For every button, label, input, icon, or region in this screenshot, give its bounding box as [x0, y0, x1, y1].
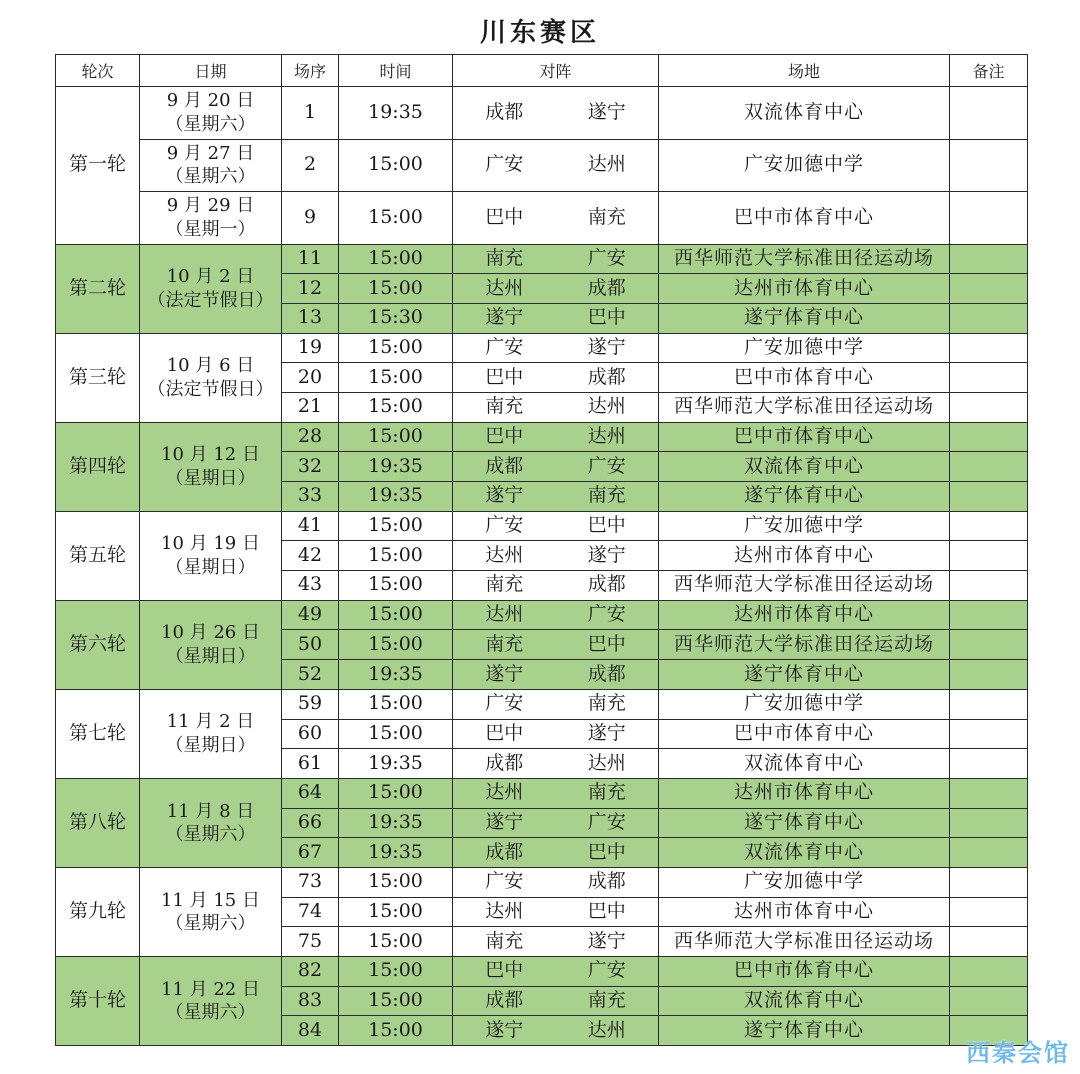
- seq-cell: 75: [282, 927, 339, 957]
- away-team-cell: 广安: [556, 808, 659, 838]
- venue-cell: 双流体育中心: [659, 87, 950, 140]
- weekday-text: （法定节假日）: [147, 289, 274, 311]
- date-text: 10 月 6 日: [166, 355, 255, 377]
- home-team-cell: 南充: [453, 244, 556, 274]
- table-row: [56, 244, 1028, 274]
- note-cell: [950, 303, 1028, 333]
- table-row: [56, 139, 1028, 192]
- note-cell: [950, 482, 1028, 512]
- home-team-cell: 达州: [453, 541, 556, 571]
- note-cell: [950, 363, 1028, 393]
- home-team-cell: 巴中: [453, 363, 556, 393]
- venue-cell: 达州市体育中心: [659, 897, 950, 927]
- round-cell: 第一轮: [56, 87, 140, 245]
- seq-cell: 83: [282, 986, 339, 1016]
- seq-cell: 1: [282, 87, 339, 140]
- time-cell: 15:00: [339, 333, 453, 363]
- schedule-table: [55, 54, 1028, 1046]
- seq-cell: 49: [282, 600, 339, 630]
- home-team-cell: 成都: [453, 749, 556, 779]
- home-team-cell: 广安: [453, 511, 556, 541]
- seq-cell: 33: [282, 482, 339, 512]
- venue-cell: 遂宁体育中心: [659, 303, 950, 333]
- time-cell: 15:00: [339, 541, 453, 571]
- venue-cell: 西华师范大学标准田径运动场: [659, 392, 950, 422]
- date-cell: [140, 957, 282, 1046]
- away-team-cell: 达州: [556, 392, 659, 422]
- header-seq: 场序: [282, 55, 339, 87]
- date-text: 11 月 2 日: [166, 711, 255, 733]
- time-cell: 15:00: [339, 719, 453, 749]
- note-cell: [950, 600, 1028, 630]
- seq-cell: 84: [282, 1016, 339, 1046]
- home-team-cell: 南充: [453, 571, 556, 601]
- note-cell: [950, 333, 1028, 363]
- round-cell: 第三轮: [56, 333, 140, 422]
- away-team-cell: 巴中: [556, 838, 659, 868]
- note-cell: [950, 808, 1028, 838]
- away-team-cell: 广安: [556, 244, 659, 274]
- time-cell: 19:35: [339, 749, 453, 779]
- round-cell: 第七轮: [56, 689, 140, 778]
- home-team-cell: 遂宁: [453, 808, 556, 838]
- time-cell: 15:00: [339, 1016, 453, 1046]
- away-team-cell: 成都: [556, 274, 659, 304]
- home-team-cell: 成都: [453, 838, 556, 868]
- venue-cell: 巴中市体育中心: [659, 719, 950, 749]
- header-note: 备注: [950, 55, 1028, 87]
- away-team-cell: 遂宁: [556, 541, 659, 571]
- table-row: [56, 689, 1028, 719]
- home-team-cell: 达州: [453, 274, 556, 304]
- header-date: 日期: [140, 55, 282, 87]
- time-cell: 19:35: [339, 660, 453, 690]
- note-cell: [950, 689, 1028, 719]
- away-team-cell: 成都: [556, 571, 659, 601]
- weekday-text: （星期六）: [165, 912, 256, 934]
- home-team-cell: 广安: [453, 139, 556, 192]
- venue-cell: 广安加德中学: [659, 139, 950, 192]
- table-row: [56, 957, 1028, 987]
- time-cell: 15:00: [339, 689, 453, 719]
- seq-cell: 41: [282, 511, 339, 541]
- date-cell: [140, 244, 282, 333]
- note-cell: [950, 244, 1028, 274]
- date-text: 11 月 22 日: [161, 978, 260, 1000]
- table-row: [56, 511, 1028, 541]
- away-team-cell: 成都: [556, 363, 659, 393]
- table-row: [56, 778, 1028, 808]
- note-cell: [950, 139, 1028, 192]
- venue-cell: 西华师范大学标准田径运动场: [659, 630, 950, 660]
- away-team-cell: 遂宁: [556, 333, 659, 363]
- header-row: [56, 55, 1028, 87]
- away-team-cell: 南充: [556, 482, 659, 512]
- away-team-cell: 南充: [556, 689, 659, 719]
- venue-cell: 双流体育中心: [659, 986, 950, 1016]
- time-cell: 15:00: [339, 897, 453, 927]
- date-cell: [140, 139, 282, 192]
- header-round: 轮次: [56, 55, 140, 87]
- away-team-cell: 广安: [556, 600, 659, 630]
- venue-cell: 达州市体育中心: [659, 778, 950, 808]
- seq-cell: 9: [282, 192, 339, 245]
- venue-cell: 双流体育中心: [659, 452, 950, 482]
- note-cell: [950, 838, 1028, 868]
- seq-cell: 11: [282, 244, 339, 274]
- home-team-cell: 广安: [453, 867, 556, 897]
- note-cell: [950, 511, 1028, 541]
- seq-cell: 52: [282, 660, 339, 690]
- date-text: 9 月 20 日: [166, 90, 255, 112]
- time-cell: 19:35: [339, 838, 453, 868]
- header-time: 时间: [339, 55, 453, 87]
- time-cell: 15:00: [339, 986, 453, 1016]
- seq-cell: 61: [282, 749, 339, 779]
- note-cell: [950, 571, 1028, 601]
- note-cell: [950, 897, 1028, 927]
- date-cell: [140, 422, 282, 511]
- date-cell: [140, 689, 282, 778]
- watermark-logo: 西秦会馆: [966, 1039, 1070, 1067]
- date-cell: [140, 778, 282, 867]
- table-row: [56, 333, 1028, 363]
- home-team-cell: 成都: [453, 87, 556, 140]
- away-team-cell: 遂宁: [556, 719, 659, 749]
- time-cell: 15:00: [339, 422, 453, 452]
- seq-cell: 13: [282, 303, 339, 333]
- round-cell: 第四轮: [56, 422, 140, 511]
- venue-cell: 巴中市体育中心: [659, 422, 950, 452]
- home-team-cell: 巴中: [453, 957, 556, 987]
- away-team-cell: 巴中: [556, 897, 659, 927]
- round-cell: 第六轮: [56, 600, 140, 689]
- home-team-cell: 广安: [453, 333, 556, 363]
- home-team-cell: 达州: [453, 778, 556, 808]
- away-team-cell: 达州: [556, 139, 659, 192]
- seq-cell: 74: [282, 897, 339, 927]
- venue-cell: 双流体育中心: [659, 838, 950, 868]
- seq-cell: 59: [282, 689, 339, 719]
- away-team-cell: 遂宁: [556, 87, 659, 140]
- date-text: 10 月 12 日: [161, 444, 260, 466]
- round-cell: 第十轮: [56, 957, 140, 1046]
- time-cell: 15:00: [339, 927, 453, 957]
- weekday-text: （星期六）: [165, 113, 256, 135]
- note-cell: [950, 957, 1028, 987]
- away-team-cell: 成都: [556, 867, 659, 897]
- weekday-text: （星期日）: [165, 734, 256, 756]
- weekday-text: （星期日）: [165, 467, 256, 489]
- venue-cell: 达州市体育中心: [659, 274, 950, 304]
- schedule-body: [56, 87, 1028, 1046]
- away-team-cell: 广安: [556, 452, 659, 482]
- venue-cell: 巴中市体育中心: [659, 192, 950, 245]
- header-match: 对阵: [453, 55, 659, 87]
- seq-cell: 20: [282, 363, 339, 393]
- note-cell: [950, 422, 1028, 452]
- time-cell: 15:00: [339, 192, 453, 245]
- venue-cell: 广安加德中学: [659, 689, 950, 719]
- table-row: [56, 192, 1028, 245]
- time-cell: 15:00: [339, 511, 453, 541]
- venue-cell: 广安加德中学: [659, 333, 950, 363]
- seq-cell: 32: [282, 452, 339, 482]
- weekday-text: （星期六）: [165, 823, 256, 845]
- home-team-cell: 南充: [453, 927, 556, 957]
- home-team-cell: 成都: [453, 986, 556, 1016]
- away-team-cell: 达州: [556, 1016, 659, 1046]
- seq-cell: 2: [282, 139, 339, 192]
- time-cell: 19:35: [339, 482, 453, 512]
- seq-cell: 64: [282, 778, 339, 808]
- header-venue: 场地: [659, 55, 950, 87]
- venue-cell: 遂宁体育中心: [659, 808, 950, 838]
- time-cell: 15:00: [339, 778, 453, 808]
- round-cell: 第九轮: [56, 867, 140, 956]
- time-cell: 19:35: [339, 808, 453, 838]
- note-cell: [950, 927, 1028, 957]
- date-text: 9 月 27 日: [166, 142, 255, 164]
- venue-cell: 巴中市体育中心: [659, 363, 950, 393]
- note-cell: [950, 867, 1028, 897]
- away-team-cell: 巴中: [556, 303, 659, 333]
- table-row: [56, 600, 1028, 630]
- round-cell: 第五轮: [56, 511, 140, 600]
- time-cell: 15:00: [339, 957, 453, 987]
- seq-cell: 43: [282, 571, 339, 601]
- table-row: [56, 422, 1028, 452]
- seq-cell: 42: [282, 541, 339, 571]
- venue-cell: 广安加德中学: [659, 511, 950, 541]
- table-row: [56, 867, 1028, 897]
- note-cell: [950, 749, 1028, 779]
- home-team-cell: 遂宁: [453, 482, 556, 512]
- home-team-cell: 成都: [453, 452, 556, 482]
- date-cell: [140, 600, 282, 689]
- note-cell: [950, 274, 1028, 304]
- weekday-text: （星期六）: [165, 166, 256, 188]
- note-cell: [950, 986, 1028, 1016]
- venue-cell: 西华师范大学标准田径运动场: [659, 927, 950, 957]
- seq-cell: 50: [282, 630, 339, 660]
- home-team-cell: 巴中: [453, 719, 556, 749]
- note-cell: [950, 660, 1028, 690]
- time-cell: 19:35: [339, 87, 453, 140]
- venue-cell: 西华师范大学标准田径运动场: [659, 244, 950, 274]
- home-team-cell: 广安: [453, 689, 556, 719]
- venue-cell: 广安加德中学: [659, 867, 950, 897]
- date-text: 10 月 26 日: [161, 622, 260, 644]
- date-cell: [140, 511, 282, 600]
- time-cell: 15:00: [339, 363, 453, 393]
- venue-cell: 达州市体育中心: [659, 541, 950, 571]
- home-team-cell: 遂宁: [453, 660, 556, 690]
- date-cell: [140, 333, 282, 422]
- date-text: 9 月 29 日: [166, 195, 255, 217]
- time-cell: 15:00: [339, 139, 453, 192]
- time-cell: 15:30: [339, 303, 453, 333]
- note-cell: [950, 778, 1028, 808]
- away-team-cell: 南充: [556, 986, 659, 1016]
- note-cell: [950, 452, 1028, 482]
- seq-cell: 21: [282, 392, 339, 422]
- round-cell: 第二轮: [56, 244, 140, 333]
- venue-cell: 双流体育中心: [659, 749, 950, 779]
- home-team-cell: 遂宁: [453, 1016, 556, 1046]
- away-team-cell: 达州: [556, 749, 659, 779]
- date-text: 11 月 15 日: [161, 889, 260, 911]
- weekday-text: （法定节假日）: [147, 378, 274, 400]
- date-text: 10 月 19 日: [161, 533, 260, 555]
- seq-cell: 66: [282, 808, 339, 838]
- home-team-cell: 达州: [453, 600, 556, 630]
- venue-cell: 遂宁体育中心: [659, 482, 950, 512]
- weekday-text: （星期一）: [165, 218, 256, 240]
- seq-cell: 82: [282, 957, 339, 987]
- note-cell: [950, 192, 1028, 245]
- time-cell: 15:00: [339, 630, 453, 660]
- page-title: 川东赛区: [479, 18, 600, 48]
- note-cell: [950, 630, 1028, 660]
- home-team-cell: 达州: [453, 897, 556, 927]
- time-cell: 15:00: [339, 867, 453, 897]
- away-team-cell: 巴中: [556, 630, 659, 660]
- seq-cell: 60: [282, 719, 339, 749]
- seq-cell: 12: [282, 274, 339, 304]
- time-cell: 15:00: [339, 244, 453, 274]
- away-team-cell: 遂宁: [556, 927, 659, 957]
- venue-cell: 达州市体育中心: [659, 600, 950, 630]
- away-team-cell: 广安: [556, 957, 659, 987]
- weekday-text: （星期日）: [165, 645, 256, 667]
- note-cell: [950, 392, 1028, 422]
- home-team-cell: 巴中: [453, 422, 556, 452]
- note-cell: [950, 541, 1028, 571]
- home-team-cell: 遂宁: [453, 303, 556, 333]
- time-cell: 15:00: [339, 274, 453, 304]
- table-row: [56, 87, 1028, 140]
- away-team-cell: 巴中: [556, 511, 659, 541]
- away-team-cell: 达州: [556, 422, 659, 452]
- date-cell: [140, 867, 282, 956]
- weekday-text: （星期六）: [165, 1002, 256, 1024]
- venue-cell: 遂宁体育中心: [659, 660, 950, 690]
- note-cell: [950, 719, 1028, 749]
- time-cell: 15:00: [339, 600, 453, 630]
- venue-cell: 西华师范大学标准田径运动场: [659, 571, 950, 601]
- away-team-cell: 成都: [556, 660, 659, 690]
- time-cell: 19:35: [339, 452, 453, 482]
- date-text: 11 月 8 日: [166, 800, 255, 822]
- time-cell: 15:00: [339, 392, 453, 422]
- home-team-cell: 南充: [453, 392, 556, 422]
- time-cell: 15:00: [339, 571, 453, 601]
- home-team-cell: 南充: [453, 630, 556, 660]
- home-team-cell: 巴中: [453, 192, 556, 245]
- date-text: 10 月 2 日: [166, 266, 255, 288]
- away-team-cell: 南充: [556, 192, 659, 245]
- weekday-text: （星期日）: [165, 556, 256, 578]
- venue-cell: 遂宁体育中心: [659, 1016, 950, 1046]
- seq-cell: 28: [282, 422, 339, 452]
- seq-cell: 67: [282, 838, 339, 868]
- venue-cell: 巴中市体育中心: [659, 957, 950, 987]
- date-cell: [140, 192, 282, 245]
- seq-cell: 73: [282, 867, 339, 897]
- seq-cell: 19: [282, 333, 339, 363]
- away-team-cell: 南充: [556, 778, 659, 808]
- note-cell: [950, 87, 1028, 140]
- round-cell: 第八轮: [56, 778, 140, 867]
- date-cell: [140, 87, 282, 140]
